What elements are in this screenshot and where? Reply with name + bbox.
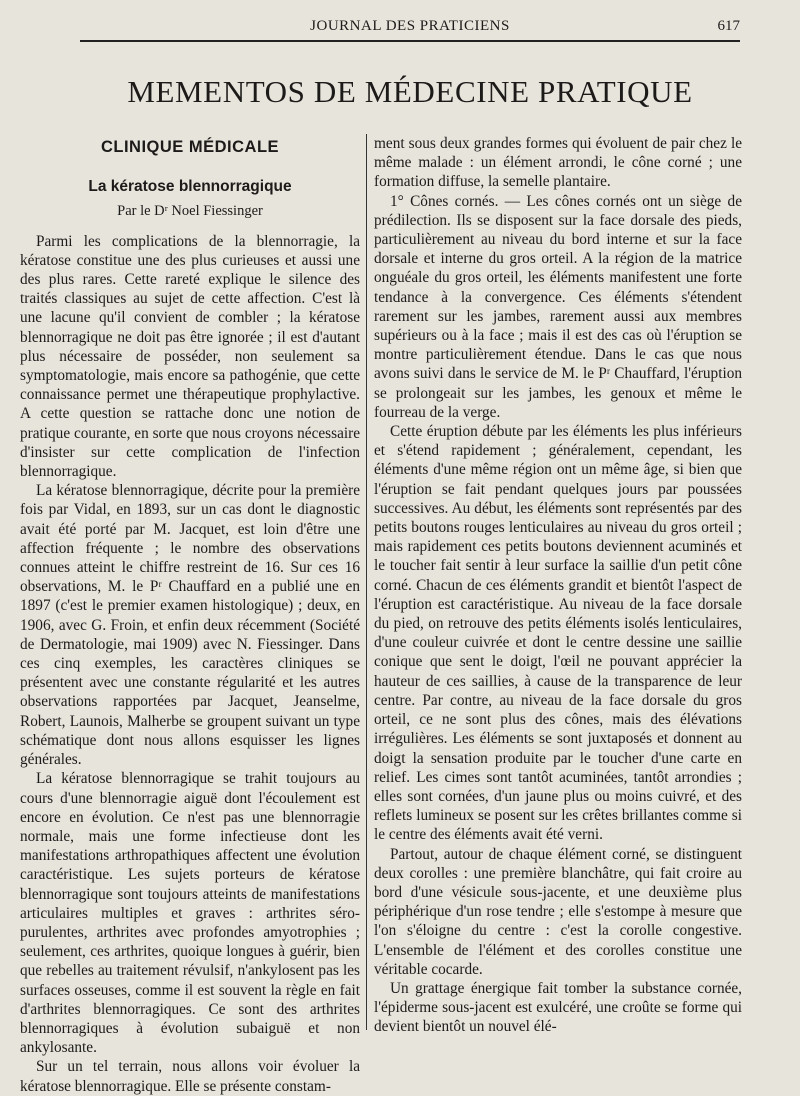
paragraph: La kératose blennorragique se trahit toujours au cours d'une blennorragie aiguë dont l'écoulement est encore en évolution. Ce n'est pas une blennorragie normale, mais une forme infectieuse dont les manifestations arthropathiques affectent une évolution caractéristique. Les sujets porteurs de kératose blennorragique sont toujours atteints de manifestations articulaires multiples et graves : arthrites séro-purulentes, arthrites avec profondes amyotrophies ; seulement, ces arthrites, quoique longues à guérir, bien que rebelles au traitement révulsif, n'ankylosent pas les surfaces osseuses, comme il est souvent la règle en fait d'arthrites blennorragiques. Ce sont des arthrites blennorragiques à évolution subaiguë et non ankylosante. <box>20 770 360 1057</box>
rubric-heading: CLINIQUE MÉDICALE <box>100 138 280 156</box>
section-title: MEMENTOS DE MÉDECINE PRATIQUE <box>127 74 693 109</box>
paragraph: Sur un tel terrain, nous allons voir évoluer la kératose blennorragique. Elle se présente constam- <box>20 1058 360 1095</box>
left-column <box>20 134 360 1096</box>
paragraph: 1° Cônes cornés. — Les cônes cornés ont un siège de prédilection. Ils se disposent sur la face dorsale des pieds, particulièrement au niveau du bord interne et sur la face dorsale et interne du gros orteil. A la région de la matrice onguéale du gros orteil, les éléments manifestent une forte tendance à la convergence. Ces éléments s'étendent rarement sur les jambes, rarement aussi aux membres supérieurs ou à la face ; mais il est des cas où l'éruption se montre particulièrement étendue. Dans le cas que nous avons suivi dans le service de M. le Pʳ Chauffard, l'éruption se prolongeait sur les jambes, les genoux et même le fourreau de la verge. <box>374 192 742 421</box>
journal-title: JOURNAL DES PRATICIENS <box>310 18 510 34</box>
running-header <box>80 18 740 42</box>
paragraph: Parmi les complications de la blennorragie, la kératose constitue une des plus curieuses et aussi une des plus rares. Cette rareté explique le silence des traités classiques au sujet de cette affection. C'est là une lacune qu'il convient de combler ; la kératose blennorragique ne doit pas être ignorée ; il est d'autant plus nécessaire de posséder, non seulement sa symptomatologie, mais encore sa pathogénie, que cette connaissance permet une thérapeutique prophylactive. A cette question se rattache donc une notion de pratique courante, en sorte que nous croyons nécessaire d'insister sur cette complication de l'infection blennorragique. <box>20 232 360 481</box>
paragraph: La kératose blennorragique, décrite pour la première fois par Vidal, en 1893, sur un cas dont le diagnostic avait été porté par M. Jacquet, est loin d'être une affection fréquente ; le nombre des observations connues atteint le chiffre restreint de 16. Sur ces 16 observations, M. le Pʳ Chauffard en a publié une en 1897 (c'est le premier examen histologique) ; deux, en 1906, avec G. Froin, et enfin deux récemment (Société de Dermatologie, mai 1909) avec N. Fiessinger. Dans ces cinq exemples, les caractères cliniques se présentent avec une constante régularité et les autres observations rapportées par Jacquet, Jeanselme, Robert, Launois, Malherbe se groupent suivant un type schématique dont nous allons esquisser les lignes générales. <box>20 482 360 769</box>
right-column <box>374 134 742 1037</box>
article-title: La kératose blennorragique <box>88 178 292 196</box>
page-number: 617 <box>717 18 740 34</box>
paragraph: Partout, autour de chaque élément corné, se distinguent deux corolles : une première blanchâtre, qui fait croire au bord d'une vésicule sous-jacente, et une deuxième plus périphérique d'un rose tendre ; elle s'estompe à mesure que l'on s'éloigne du centre : c'est la corolle congestive. L'ensemble de l'élément et des corolles constitue une véritable cocarde. <box>374 845 742 978</box>
paragraph: Cette éruption débute par les éléments les plus inférieurs et s'étend rapidement ; généralement, cependant, les éléments d'une même région ont un même âge, si bien que l'éruption se fait pendant quelques jours par poussées successives. Au début, les éléments sont représentés par des petits boutons rouges lenticulaires au niveau du gros orteil ; mais rapidement ces petits boutons deviennent acuminés et le toucher fait sentir à leur surface la saillie d'un petit cône corné. Chacun de ces éléments grandit et bientôt l'aspect de l'éruption est caractéristique. Au niveau de la face dorsale du pied, on retrouve des petits éléments isolés lenticulaires, d'une couleur cuivrée et dont le centre dessine une saillie conique que sent le doigt, l'œil ne pouvant apprécier la hauteur de ces saillies, à cause de la transparence de leur centre. Par contre, au niveau de la face dorsale du gros orteil, ce ne sont plus des cônes, mais des élévations irrégulières. Les éléments se sont juxtaposés et donnent au doigt la sensation produite par le toucher d'une carte en relief. Les cimes sont tantôt acuminées, tantôt arrondies ; elles sont cornées, d'un jaune plus ou moins cuivré, et des reflets lumineux se posent sur les crêtes brillantes comme si le centre des éléments avait été verni. <box>374 423 742 844</box>
paragraph: Un grattage énergique fait tomber la substance cornée, l'épiderme sous-jacent est exulcéré, une croûte se forme qui devient bientôt un nouvel élé- <box>374 979 742 1036</box>
column-divider <box>366 134 367 1030</box>
paragraph: ment sous deux grandes formes qui évoluent de pair chez le même malade : un élément arrondi, le cône corné ; une formation diffuse, la semelle plantaire. <box>374 135 742 191</box>
byline: Par le Dʳ Noel Fiessinger <box>117 203 263 220</box>
